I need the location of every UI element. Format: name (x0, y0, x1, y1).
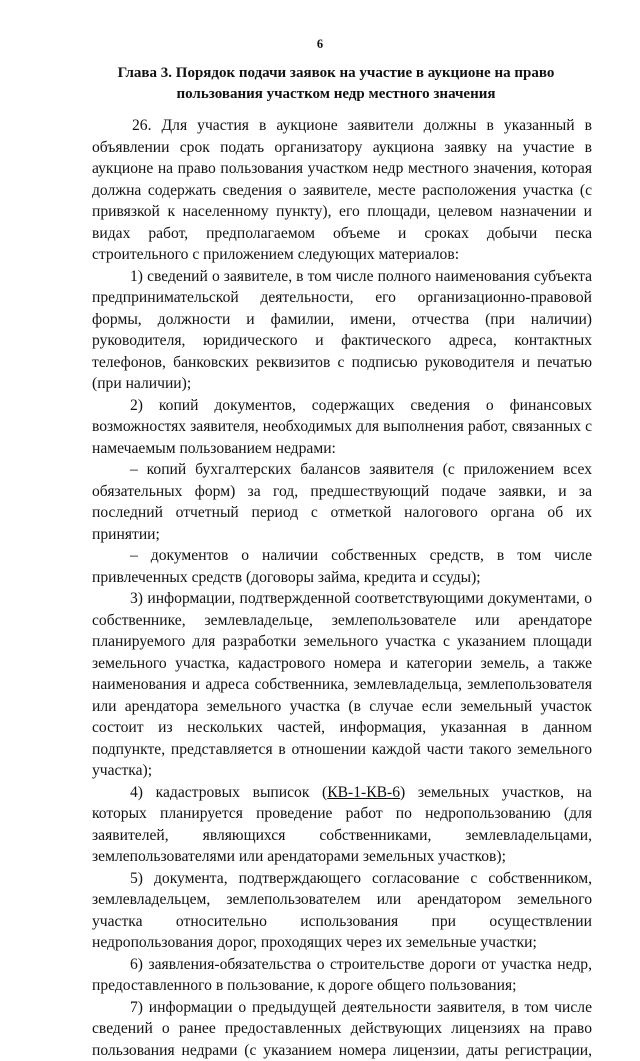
list-item-2-dash-2: – документов о наличии собственных средств, в том числе привлеченных средств (договоры займа, кредита и ссуды); (92, 545, 592, 588)
list-item-1: 1) сведений о заявителе, в том числе полного наименования субъекта предпринимательской деятельности, его организационно-правовой формы, должности и фамилии, имени, отчества (при наличии) руководителя, юридического и фактического адреса, контактных телефонов, банковских реквизитов с подписью руководителя и печатью (при наличии); (92, 266, 592, 395)
cadastral-extract-reference: КВ-1-КВ-6 (327, 784, 400, 801)
list-item-2-dash-1: – копий бухгалтерских балансов заявителя (с приложением всех обязательных форм) за год, предшествующий подаче заявки, и за последний отчетный период с отметкой налогового органа об их принятии; (92, 459, 592, 545)
page-number: 6 (0, 37, 640, 52)
chapter-title: Глава 3. Порядок подачи заявок на участие в аукционе на право пользования участком недр местного значения (92, 63, 580, 105)
list-item-6: 6) заявления-обязательства о строительстве дороги от участка недр, предоставленного в пользование, к дороге общего пользования; (92, 954, 592, 997)
list-item-2: 2) копий документов, содержащих сведения о финансовых возможностях заявителя, необходимых для выполнения работ, связанных с намечаемым пользованием недрами: (92, 395, 592, 460)
document-body (92, 115, 592, 1061)
list-item-4-text-before: 4) кадастровых выписок ( (130, 784, 327, 801)
list-item-4-text-after: ) земельных участков, на которых планируется проведение работ по недропользованию (для заявителей, являющихся собственниками, землевладельцами, землепользователями или арендаторами земельных участков); (92, 784, 592, 866)
paragraph-26: 26. Для участия в аукционе заявители должны в указанный в объявлении срок подать организатору аукциона заявку на участие в аукционе на право пользования участком недр местного значения, которая должна содержать сведения о заявителе, месте расположения участка (с привязкой к населенному пункту), его площади, целевом назначении и видах работ, предполагаемом объеме и сроках добычи песка строительного с приложением следующих материалов: (92, 115, 592, 266)
list-item-3: 3) информации, подтвержденной соответствующими документами, о собственнике, землевладельце, землепользователе или арендаторе планируемого для разработки земельного участка с указанием площади земельного участка, кадастрового номера и категории земель, а также наименования и адреса собственника, землевладельца, землепользователя или арендатора земельного участка (в случае если земельный участок состоит из нескольких частей, информация, указанная в данном подпункте, представляется в отношении каждой части такого земельного участка); (92, 588, 592, 782)
list-item-5: 5) документа, подтверждающего согласование с собственником, землевладельцем, землепользователем или арендатором земельного участка относительно использования при осуществлении недропользования дорог, проходящих через их земельные участки; (92, 868, 592, 954)
list-item-4 (92, 782, 592, 868)
list-item-7: 7) информации о предыдущей деятельности заявителя, в том числе сведений о ранее предоставленных действующих лицензиях на право пользования недрами (с указанием номера лицензии, даты регистрации, (92, 997, 592, 1061)
